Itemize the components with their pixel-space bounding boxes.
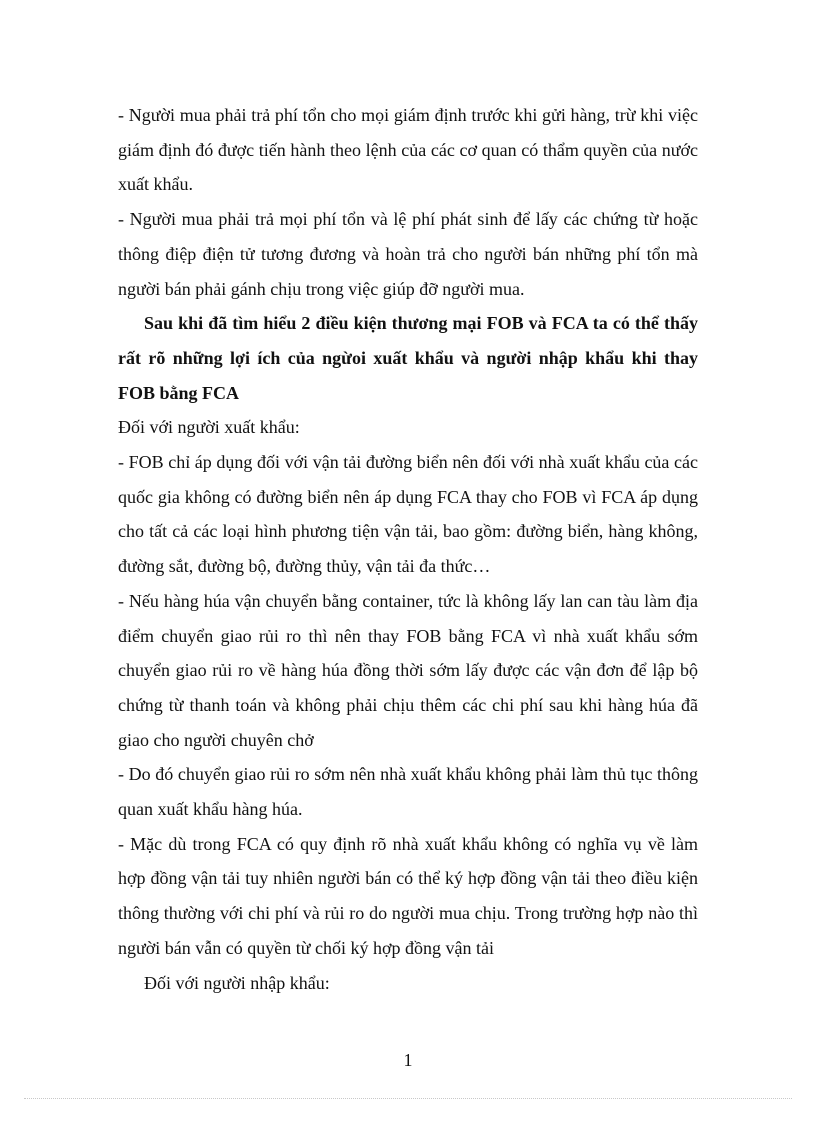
document-body bbox=[118, 98, 698, 1000]
heading-for-importers: Đối với người nhập khẩu: bbox=[144, 972, 330, 993]
footer-divider bbox=[24, 1098, 792, 1099]
page-number: 1 bbox=[403, 1050, 413, 1070]
paragraph-early-risk-transfer: - Do đó chuyển giao rủi ro sớm nên nhà xuất khẩu không phải làm thủ tục thông quan xuất khẩu hàng húa. bbox=[118, 764, 698, 820]
paragraph-container-risk-transfer: - Nếu hàng húa vận chuyển bằng container, tức là không lấy lan can tàu làm địa điểm chuyển giao rủi ro thì nên thay FOB bằng FCA vì nhà xuất khẩu sớm chuyển giao rủi ro về hàng húa đồng thời sớm lấy được các vận đơn để lập bộ chứng từ thanh toán và không phải chịu thêm các chi phí sau khi hàng húa đã giao cho người chuyên chở bbox=[118, 590, 698, 750]
paragraph-fob-fca-summary: Sau khi đã tìm hiểu 2 điều kiện thương mại FOB và FCA ta có thể thấy rất rõ những lợi ích của ngừoi xuất khẩu và người nhập khẩu khi thay FOB bằng FCA bbox=[118, 313, 698, 403]
paragraph-buyer-inspection-cost: - Người mua phải trả phí tổn cho mọi giám định trước khi gửi hàng, trừ khi việc giám định đó được tiến hành theo lệnh của các cơ quan có thẩm quyền của nước xuất khẩu. bbox=[118, 105, 698, 195]
paragraph-buyer-document-fees: - Người mua phải trả mọi phí tổn và lệ phí phát sinh để lấy các chứng từ hoặc thông điệp điện tử tương đương và hoàn trả cho người bán những phí tổn mà người bán phải gánh chịu trong việc giúp đỡ người mua. bbox=[118, 209, 698, 299]
paragraph-fob-sea-only: - FOB chỉ áp dụng đối với vận tải đường biển nên đối với nhà xuất khẩu của các quốc gia không có đường biển nên áp dụng FCA thay cho FOB vì FCA áp dụng cho tất cả các loại hình phương tiện vận tải, bao gồm: đường biển, hàng không, đường sắt, đường bộ, đường thủy, vận tải đa thức… bbox=[118, 452, 698, 577]
paragraph-transport-contract: - Mặc dù trong FCA có quy định rõ nhà xuất khẩu không có nghĩa vụ về làm hợp đồng vận tải tuy nhiên người bán có thể ký hợp đồng vận tải theo điều kiện thông thường với chi phí và rủi ro do người mua chịu. Trong trường hợp nào thì người bán vẫn có quyền từ chối ký hợp đồng vận tải bbox=[118, 833, 698, 958]
heading-for-exporters: Đối với người xuất khẩu: bbox=[118, 417, 300, 438]
